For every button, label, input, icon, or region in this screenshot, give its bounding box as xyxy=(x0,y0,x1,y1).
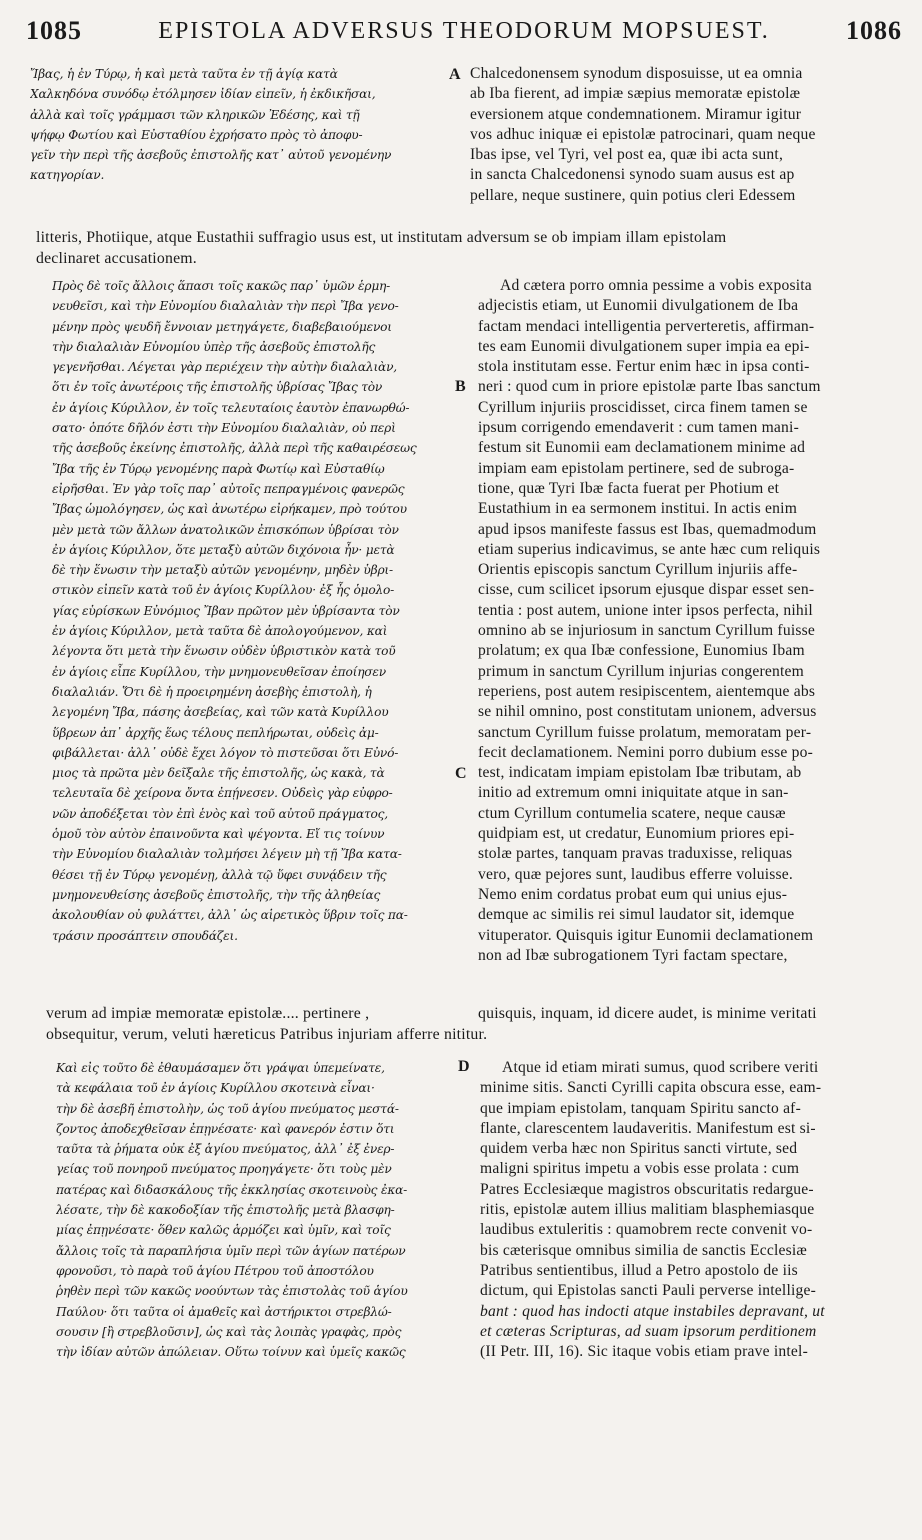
text-line: σουσιν [ἢ στρεβλοῦσιν], ὡς καὶ τὰς λοιπὰς γραφὰς, πρὸς xyxy=(56,1324,402,1339)
page-number-right: 1086 xyxy=(846,16,902,45)
text-line: demque ac similis rei simul laudator sit, idemque xyxy=(478,906,795,924)
fullwidth-latin-2b xyxy=(46,1004,478,1025)
text-line: impiam eam epistolam pertinere, sed de subroga- xyxy=(478,459,795,477)
text-line: ὅτι ἐν τοῖς ἀνωτέροις τῆς ἐπιστολῆς ὑβρίσας Ἴβας τὸν xyxy=(52,380,383,395)
margin-marker-a: A xyxy=(449,66,461,83)
margin-marker-d: D xyxy=(458,1058,470,1075)
text-line: etiam superius indicavimus, se ante hæc cum reliquis xyxy=(478,540,821,558)
text-line: dictum, qui Epistolas sancti Pauli perverse intellige- xyxy=(480,1282,817,1300)
text-line: Patribus sentientibus, illud a Petro apostolo de iis xyxy=(480,1261,798,1279)
text-line: bant : quod has indocti atque instabiles depravant, ut xyxy=(480,1302,825,1320)
text-line: quisquis, inquam, id dicere audet, is minime veritati xyxy=(478,1005,817,1022)
text-line: Ἴβα τῆς ἐν Τύρῳ γενομένης παρὰ Φωτίῳ καὶ Εὐσταθίῳ xyxy=(52,461,385,476)
text-line: ἐν ἁγίοις Κύριλλον, ἐν τοῖς τελευταίοις ἑαυτὸν ἐπανωρθώ- xyxy=(52,400,410,415)
text-line: θέσει τῇ ἐν Τύρῳ γενομένῃ, ἀλλὰ τῷ ὕφει συνᾴδειν τῆς xyxy=(52,867,387,882)
text-line: Cyrillum injuriis proscidisset, circa finem tamen se xyxy=(478,398,808,416)
text-line: λεγομένη Ἴβα, πάσης ἀσεβείας, καὶ τῶν κατὰ Κυρίλλου xyxy=(52,705,389,720)
text-line: neri : quod cum in priore epistolæ parte Ibas sanctum xyxy=(478,378,821,396)
text-line: sanctum Cyrillum fuisse prolatum, memoratam per- xyxy=(478,723,812,741)
text-line: maligni spiritus impetu a vobis esse prolata : cum xyxy=(480,1160,800,1178)
text-line: σατο· ὁπότε δῆλόν ἐστι τὴν Εὐνομίου διαλαλιὰν, οὐ περὶ xyxy=(52,421,396,436)
text-line: δὲ τὴν ἕνωσιν τὴν μεταξὺ αὐτῶν γενομένην, μηδὲν ὑβρι- xyxy=(52,563,393,578)
text-line: τὴν διαλαλιὰν Εὐνομίου ὑπὲρ τῆς ἀσεβοῦς ἐπιστολῆς xyxy=(52,339,376,354)
text-line: primum in sanctum Cyrillum injurias congerentem xyxy=(478,662,804,680)
text-line: τελευταῖα δὲ χείρονα ὄντα ἐπῄνεσεν. Οὐδεὶς γὰρ εὐφρο- xyxy=(52,786,393,801)
text-line: stola institutam esse. Fertur enim hæc in ipsa conti- xyxy=(478,358,810,376)
text-line: Ἴβας, ἡ ἐν Τύρῳ, ἡ καὶ μετὰ ταῦτα ἐν τῇ ἁγίᾳ κατὰ xyxy=(30,67,338,81)
text-line: factam mendaci intelligentia perverteretis, affirman- xyxy=(478,317,815,335)
greek-column-2 xyxy=(52,276,456,946)
text-line: γεγενῆσθαι. Λέγεται γὰρ περιέχειν τὴν αὐτὴν διαλαλιὰν, xyxy=(52,360,397,375)
text-line: cisse, cum scilicet ipsorum ejusque dispar esset sen- xyxy=(478,581,815,599)
text-line: bis cæterisque omnibus similia de sanctis Ecclesiæ xyxy=(480,1241,808,1259)
text-line: vero, quæ pejores sunt, laudibus efferre voluisse. xyxy=(478,865,794,883)
text-line: Nemo enim cordatus probat eum qui unius ejus- xyxy=(478,885,788,903)
fullwidth-latin-2c xyxy=(46,1025,912,1046)
text-line: (II Petr. III, 16). Sic itaque vobis etiam prave intel- xyxy=(480,1343,808,1361)
text-line: fecit declamationem. Nemini porro dubium esse po- xyxy=(478,743,814,761)
text-line: Atque id etiam mirati sumus, quod scribere veriti xyxy=(502,1059,819,1076)
text-line: ab Iba fierent, ad impiæ sæpius memoratæ epistolæ xyxy=(470,85,801,103)
text-line: φιβάλλεται· ἀλλ᾽ οὐδὲ ἔχει λόγον τὸ πιστεῦσαι ὅτι Εὐνό- xyxy=(52,745,399,760)
text-line: ἀκολουθίαν οὐ φυλάττει, ἀλλ᾽ ὡς αἱρετικὸς ὕβριν τοῖς πα- xyxy=(52,908,408,923)
text-line: νῶν ἀποδέξεται τὸν ἐπὶ ἑνὸς καὶ τοῦ αὐτοῦ πράγματος, xyxy=(52,806,388,821)
text-line: et cæteras Scripturas, ad suam ipsorum perditionem xyxy=(480,1322,817,1340)
text-line: tes eam Eunomii divulgationem super impia ea epi- xyxy=(478,337,810,355)
text-line: Orientis episcopis sanctum Cyrillum injuriis affe- xyxy=(478,561,798,579)
text-line: ὕβρεων ἀπ᾽ ἀρχῆς ἕως τέλους πεπλήρωται, οὐδεὶς ἀμ- xyxy=(52,725,379,740)
text-line: μὲν μετὰ τῶν ἄλλων ἀνατολικῶν ἐπισκόπων ὑβρίσαι τὸν xyxy=(52,522,399,537)
greek-column-3 xyxy=(56,1058,452,1362)
text-line: festum sit Eunomii eam declamationem minime ad xyxy=(478,439,806,457)
text-line: que impiam epistolam, tanquam Spiritu sancto af- xyxy=(480,1099,801,1117)
text-line: tentia : post autem, unione inter ipsos perfecta, nihil xyxy=(478,601,813,619)
text-line: ψήφῳ Φωτίου καὶ Εὐσταθίου ἐχρήσατο πρὸς τὸ ἀποφυ- xyxy=(30,127,363,142)
text-line: Πρὸς δὲ τοῖς ἄλλοις ἅπασι τοῖς κακῶς παρ᾽ ὑμῶν ἑρμη- xyxy=(52,279,391,293)
text-line: Χαλκηδόνα συνόδῳ ἐτόλμησεν ἰδίαν εἰπεῖν, ἡ ἐκδικῆσαι, xyxy=(30,87,376,102)
text-line: ἐν ἁγίοις εἶπε Κυρίλλου, τὴν μνημονευθεῖσαν ἐποίησεν xyxy=(52,664,386,679)
text-line: τράσιν προσάπτειν σπουδάζει. xyxy=(52,928,238,943)
text-line: non ad Ibæ subrogationem Tyri factam spectare, xyxy=(478,946,788,964)
text-line: μιος τὰ πρῶτα μὲν δεῖξαλε τῆς ἐπιστολῆς, ὡς κακὰ, τὰ xyxy=(52,766,385,781)
text-line: quidpiam est, ut credatur, Eunomium priores epi- xyxy=(478,825,795,843)
text-line: Patres Ecclesiæque magistros obscuritatis redargue- xyxy=(480,1180,814,1198)
text-line: quidem verba hæc non Spiritus sancti virtute, sed xyxy=(480,1140,798,1158)
text-line: Ἴβας ὡμολόγησεν, ὡς καὶ ἀνωτέρω εἰρήκαμεν, πρὸ τούτου xyxy=(52,502,407,517)
text-line: se nihil omnino, post constitutam unionem, adversus xyxy=(478,703,817,721)
text-line: ὁμοῦ τὸν αὐτὸν ἐπαινοῦντα καὶ ψέγοντα. Εἴ τις τοίνυν xyxy=(52,827,385,842)
text-line: ἐν ἁγίοις Κύριλλον, μετὰ ταῦτα δὲ ἀπολογούμενον, καὶ xyxy=(52,624,388,639)
text-line: ζοντος ἀποδεχθεῖσαν ἐπῃνέσατε· καὶ φανερόν ἐστιν ὅτι xyxy=(56,1121,395,1136)
text-line: stolæ partes, tanquam pravas traduxisse, reliquas xyxy=(478,845,793,863)
text-line: Eustathium in ea sermonem institui. In actis enim xyxy=(478,500,798,518)
text-line: νευθεῖσι, καὶ τὴν Εὐνομίου διαλαλιὰν τὴν περὶ Ἴβα γενο- xyxy=(52,299,399,314)
text-line: reperiens, post autem resipiscentem, aientemque abs xyxy=(478,682,816,700)
page-number-left: 1085 xyxy=(26,16,82,45)
text-line: τὰ κεφάλαια τοῦ ἐν ἁγίοις Κυρίλλου σκοτεινὰ εἶναι· xyxy=(56,1081,375,1096)
text-line: γίας εὑρίσκων Εὐνόμιος Ἴβαν πρῶτον μὲν ὑβρίσαντα τὸν xyxy=(52,603,400,618)
text-line: verum ad impiæ memoratæ epistolæ.... pertinere , xyxy=(46,1005,370,1022)
text-line: μίας ἐπῃνέσατε· ὅθεν καλῶς ἁρμόζει καὶ ὑμῖν, καὶ τοῖς xyxy=(56,1223,391,1238)
text-line: μνημονευθείσης ἀσεβοῦς ἐπιστολῆς, τὴν τῆς ἀληθείας xyxy=(52,887,381,902)
text-line: litteris, Photiique, atque Eustathii suffragio usus est, ut institutam adversum se ob impiam illam epistolam xyxy=(36,229,727,246)
latin-column-1 xyxy=(470,64,910,206)
fullwidth-latin-1 xyxy=(36,228,912,269)
fullwidth-latin-2a xyxy=(478,1004,912,1025)
text-line: κατηγορίαν. xyxy=(30,168,105,183)
text-line: minime sitis. Sancti Cyrilli capita obscura esse, eam- xyxy=(480,1079,822,1097)
text-line: Ibas ipse, vel Tyri, vel post ea, quæ ibi acta sunt, xyxy=(470,146,784,164)
text-line: ταῦτα τὰ ῥήματα οὐκ ἐξ ἁγίου πνεύματος, ἀλλ᾽ ἐξ ἐνερ- xyxy=(56,1142,395,1157)
text-line: initio ad extremum omni iniquitate atque in san- xyxy=(478,784,789,802)
text-line: ἄλλοις τοῖς τὰ παραπλήσια ὑμῖν περὶ τῶν ἁγίων πατέρων xyxy=(56,1243,406,1258)
running-title: EPISTOLA ADVERSUS THEODORUM MOPSUEST. xyxy=(158,18,770,44)
text-line: pellare, neque sustinere, quin potius cleri Edessem xyxy=(470,186,796,204)
text-line: τὴν Εὐνομίου διαλαλιὰν τολμήσει λέγειν μὴ τῇ Ἴβα κατα- xyxy=(52,847,402,862)
text-line: prolatum; ex qua Ibæ confessione, Eunomius Ibam xyxy=(478,642,805,660)
text-line: φρονοῦσι, τὸ παρὰ τοῦ ἁγίου Πέτρου τοῦ ἀποστόλου xyxy=(56,1263,374,1278)
text-line: ritis, epistolæ autem illius malitiam blasphemiasque xyxy=(480,1201,815,1219)
text-line: ipsum corrigendo emendaverit : cum tamen mani- xyxy=(478,419,799,437)
text-line: πατέρας καὶ διδασκάλους τῆς ἐκκλησίας σκοτεινοὺς ἐκα- xyxy=(56,1182,408,1197)
text-line: τὴν ἰδίαν αὐτῶν ἀπώλειαν. Οὕτω τοίνυν καὶ ὑμεῖς κακῶς xyxy=(56,1345,406,1360)
margin-marker-c: C xyxy=(455,765,467,782)
text-line: Chalcedonensem synodum disposuisse, ut ea omnia xyxy=(470,65,803,82)
text-line: tione, quæ Tyri Ibæ facta fuerat per Photium et xyxy=(478,479,780,497)
text-line: apud ipsos manifeste fassus est Ibas, quemadmodum xyxy=(478,520,817,538)
text-line: omnino ab se injuriosum in sanctum Cyrillum fuisse xyxy=(478,622,816,640)
margin-marker-b: B xyxy=(455,378,466,395)
text-line: in sancta Chalcedonensi synodo suam ausus est ap xyxy=(470,166,795,184)
text-line: vituperator. Quisquis igitur Eunomii declamationem xyxy=(478,926,814,944)
text-line: στικὸν εἰπεῖν κατὰ τοῦ ἐν ἁγίοις Κυρίλλου· ἐξ ἧς ὁμολο- xyxy=(52,583,395,598)
text-line: λέγοντα ὅτι μετὰ τὴν ἕνωσιν οὐδὲν ὑβριστικὸν κατὰ τοῦ xyxy=(52,644,396,659)
text-line: ἐν ἁγίοις Κύριλλον, ὅτε μεταξὺ αὐτῶν διχόνοια ἦν· μετὰ xyxy=(52,542,395,557)
text-line: obsequitur, verum, veluti hæreticus Patribus injuriam afferre nititur. xyxy=(46,1026,488,1043)
text-line: μένην πρὸς ψευδῆ ἔννοιαν μετηγάγετε, διαβεβαιούμενοι xyxy=(52,319,392,334)
text-line: eversionem atque condemnationem. Miramur igitur xyxy=(470,105,802,123)
text-line: Παύλου· ὅτι ταῦτα οἱ ἀμαθεῖς καὶ ἀστήρικτοι στρεβλώ- xyxy=(56,1304,392,1319)
running-header xyxy=(26,16,902,50)
text-line: flante, clarescentem laudaveritis. Manifestum est si- xyxy=(480,1119,816,1137)
text-line: vos adhuc iniquæ ei epistolæ patrocinari, quam neque xyxy=(470,125,816,143)
greek-column-1 xyxy=(30,64,462,186)
text-line: τὴν δὲ ἀσεβῆ ἐπιστολὴν, ὡς τοῦ ἁγίου πνεύματος μεστά- xyxy=(56,1101,399,1116)
text-line: διαλαλιάν. Ὅτι δὲ ἡ προειρημένη ἀσεβὴς ἐπιστολὴ, ἡ xyxy=(52,684,372,699)
text-line: λέσατε, τὴν δὲ κακοδοξίαν τῆς ἐπιστολῆς μετὰ βλασφη- xyxy=(56,1203,395,1218)
text-line: ῥηθὲν περὶ τῶν κακῶς νοούντων τὰς ἐπιστολὰς τοῦ ἁγίου xyxy=(56,1284,408,1299)
text-line: Ad cætera porro omnia pessime a vobis exposita xyxy=(500,277,812,294)
text-line: test, indicatam impiam epistolam Ibæ tributam, ab xyxy=(478,764,802,782)
text-line: laudibus extuleritis : quamobrem recte convenit vo- xyxy=(480,1221,813,1239)
text-line: declinaret accusationem. xyxy=(36,249,197,267)
text-line: γεῖν τὴν περὶ τῆς ἀσεβοῦς ἐπιστολῆς κατ᾽ αὐτοῦ γενομένην xyxy=(30,148,392,163)
text-line: adjecistis etiam, ut Eunomii divulgationem de Iba xyxy=(478,297,799,315)
text-line: ctum Cyrillum contumelia scatere, neque causæ xyxy=(478,804,786,822)
latin-column-2 xyxy=(478,276,910,966)
text-line: γείας τοῦ πονηροῦ πνεύματος προηγάγετε· ὅτι τοὺς μὲν xyxy=(56,1162,392,1177)
text-line: Καὶ εἰς τοῦτο δὲ ἐθαυμάσαμεν ὅτι γράψαι ὑπεμείνατε, xyxy=(56,1061,385,1075)
text-line: ἀλλὰ καὶ τοῖς γράμμασι τῶν κληρικῶν Ἐδέσης, καὶ τῇ xyxy=(30,107,360,122)
text-line: τῆς ἀσεβοῦς ἐκείνης ἐπιστολῆς, ἀλλὰ περὶ τῆς καθαιρέσεως xyxy=(52,441,417,456)
text-line: εἰρῆσθαι. Ἐν γὰρ τοῖς παρ᾽ αὐτοῖς πεπραγμένοις φανερῶς xyxy=(52,481,405,496)
latin-column-3 xyxy=(480,1058,910,1362)
